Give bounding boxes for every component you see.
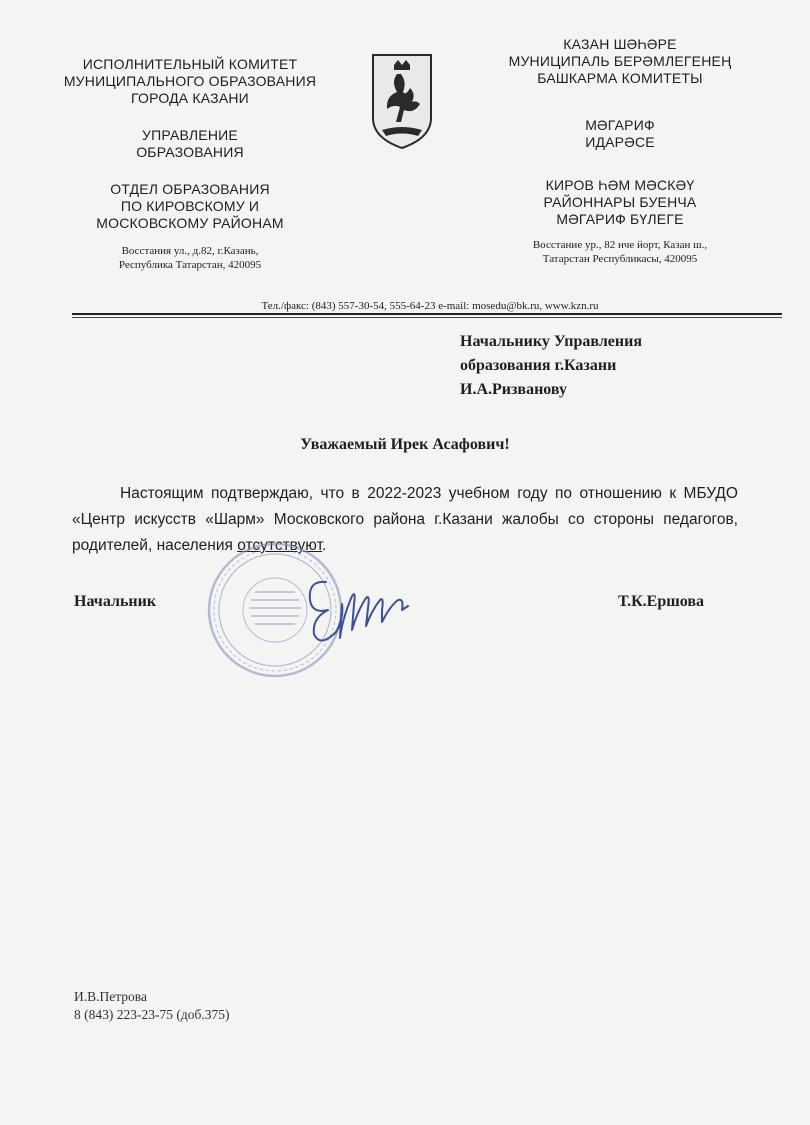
org-line: МУНИЦИПАЛЬ БЕРӘМЛЕГЕНЕҢ <box>508 53 732 69</box>
unit-line: РАЙОННАРЫ БУЕНЧА <box>543 194 697 210</box>
handwritten-signature-icon <box>290 560 420 650</box>
address-line: Восстания ул., д.82, г.Казань, <box>121 245 259 257</box>
header-divider-thin <box>72 317 782 318</box>
address-line: Татарстан Республикасы, 420095 <box>542 253 698 265</box>
executor-phone: 8 (843) 223-23-75 (доб.375) <box>74 1007 230 1022</box>
body-main-text: Настоящим подтверждаю, что в 2022-2023 учебном году по отношению к МБУДО «Центр искусств «Шарм» Московского района г.Казани жалобы со стороны педагогов, родителей, населения <box>72 485 738 554</box>
executor-name: И.В.Петрова <box>74 989 147 1004</box>
body-paragraph <box>72 481 738 559</box>
address-line: Республика Татарстан, 420095 <box>118 259 262 271</box>
dept-line: ИДАРӘСЕ <box>585 134 655 150</box>
addressee-line: Начальнику Управления <box>460 333 642 350</box>
org-line: МУНИЦИПАЛЬНОГО ОБРАЗОВАНИЯ <box>63 73 317 89</box>
contacts-line: Тел./факс: (843) 557-30-54, 555-64-23 e-mail: mosedu@bk.ru, www.kzn.ru <box>261 300 599 312</box>
executor-block <box>74 988 229 1024</box>
signatory-title: Начальник <box>74 593 157 610</box>
header-left-russian <box>40 56 340 272</box>
signatory-name: Т.К.Ершова <box>618 593 704 610</box>
unit-line: КИРОВ ҺӘМ МӘСКӘҮ <box>545 177 695 193</box>
dept-line: УПРАВЛЕНИЕ <box>142 127 238 143</box>
unit-line: МӘГАРИФ БҮЛЕГЕ <box>556 211 684 227</box>
body-underlined-word: отсутствуют <box>237 537 322 554</box>
dept-line: МӘГАРИФ <box>585 117 655 133</box>
org-line: ИСПОЛНИТЕЛЬНЫЙ КОМИТЕТ <box>82 56 298 72</box>
addressee-block <box>460 330 780 402</box>
dept-line: ОБРАЗОВАНИЯ <box>136 144 244 160</box>
unit-line: ОТДЕЛ ОБРАЗОВАНИЯ <box>110 181 270 197</box>
addressee-line: образования г.Казани <box>460 357 617 374</box>
header-right-tatar <box>470 36 770 266</box>
header-divider <box>72 313 782 315</box>
addressee-line: И.А.Ризванову <box>460 381 567 398</box>
org-line: КАЗАН ШӘҺӘРЕ <box>563 36 677 52</box>
kazan-coat-of-arms-icon <box>370 52 434 150</box>
org-line: БАШКАРМА КОМИТЕТЫ <box>537 70 703 86</box>
unit-line: МОСКОВСКОМУ РАЙОНАМ <box>96 215 284 231</box>
address-line: Восстание ур., 82 нче йорт, Казан ш., <box>532 239 708 251</box>
body-end-punct: . <box>321 537 327 554</box>
greeting: Уважаемый Ирек Асафович! <box>300 436 510 453</box>
unit-line: ПО КИРОВСКОМУ И <box>120 198 260 214</box>
org-line: ГОРОДА КАЗАНИ <box>131 90 249 106</box>
